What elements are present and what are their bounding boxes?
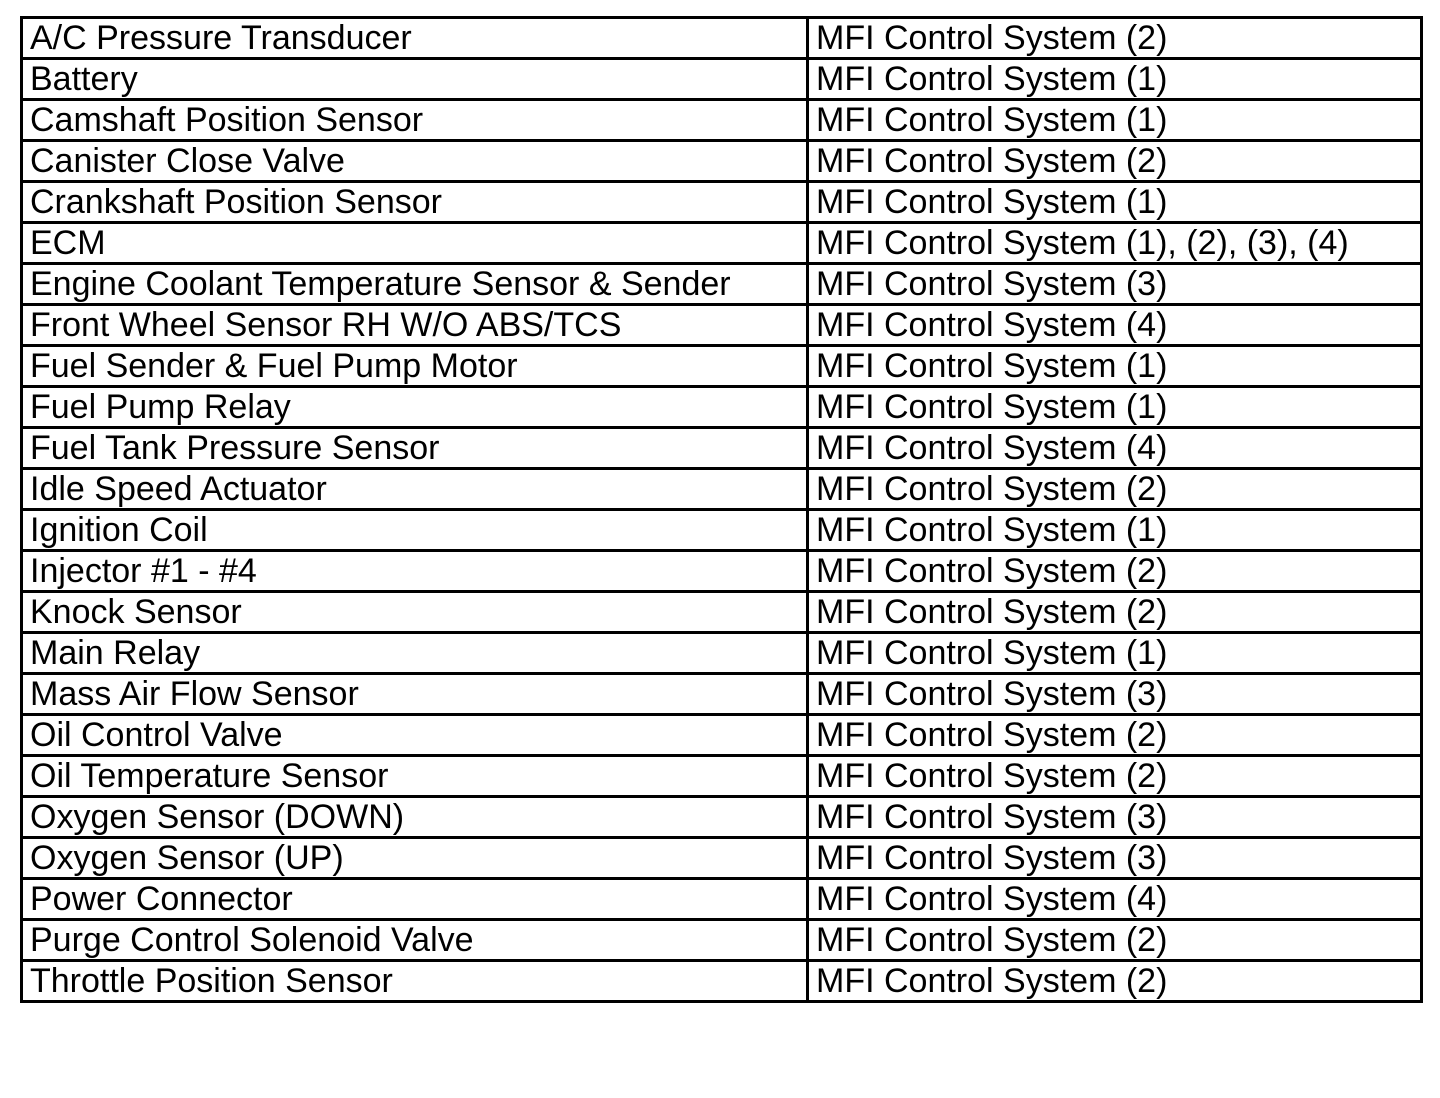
diagram-reference-cell: MFI Control System (1) [808, 182, 1422, 223]
diagram-reference-cell: MFI Control System (2) [808, 920, 1422, 961]
component-name-cell: Ignition Coil [22, 510, 808, 551]
diagram-reference-cell: MFI Control System (3) [808, 797, 1422, 838]
diagram-reference-cell: MFI Control System (1) [808, 346, 1422, 387]
diagram-reference-cell: MFI Control System (4) [808, 428, 1422, 469]
table-row [22, 387, 1422, 428]
component-name-cell: Purge Control Solenoid Valve [22, 920, 808, 961]
table-row [22, 920, 1422, 961]
table-row [22, 59, 1422, 100]
table-row [22, 18, 1422, 59]
diagram-reference-cell: MFI Control System (4) [808, 305, 1422, 346]
diagram-reference-cell: MFI Control System (1) [808, 59, 1422, 100]
table-row [22, 305, 1422, 346]
component-name-cell: Battery [22, 59, 808, 100]
component-name-cell: Main Relay [22, 633, 808, 674]
table-row [22, 510, 1422, 551]
table-row [22, 879, 1422, 920]
table-row [22, 469, 1422, 510]
diagram-reference-cell: MFI Control System (2) [808, 715, 1422, 756]
diagram-reference-cell: MFI Control System (4) [808, 879, 1422, 920]
table-row [22, 428, 1422, 469]
component-name-cell: Engine Coolant Temperature Sensor & Sender [22, 264, 808, 305]
component-name-cell: Throttle Position Sensor [22, 961, 808, 1002]
table-row [22, 264, 1422, 305]
table-row [22, 141, 1422, 182]
table-row [22, 838, 1422, 879]
diagram-reference-cell: MFI Control System (1) [808, 387, 1422, 428]
diagram-reference-cell: MFI Control System (1), (2), (3), (4) [808, 223, 1422, 264]
table-row [22, 551, 1422, 592]
component-name-cell: A/C Pressure Transducer [22, 18, 808, 59]
diagram-reference-cell: MFI Control System (1) [808, 633, 1422, 674]
diagram-reference-cell: MFI Control System (1) [808, 510, 1422, 551]
component-name-cell: Idle Speed Actuator [22, 469, 808, 510]
table-row [22, 674, 1422, 715]
table-row [22, 100, 1422, 141]
diagram-reference-cell: MFI Control System (2) [808, 961, 1422, 1002]
component-name-cell: Injector #1 - #4 [22, 551, 808, 592]
diagram-reference-cell: MFI Control System (3) [808, 838, 1422, 879]
diagram-reference-cell: MFI Control System (1) [808, 100, 1422, 141]
table-row [22, 797, 1422, 838]
component-name-cell: Canister Close Valve [22, 141, 808, 182]
component-name-cell: Oil Control Valve [22, 715, 808, 756]
table-row [22, 592, 1422, 633]
table-row [22, 223, 1422, 264]
component-name-cell: ECM [22, 223, 808, 264]
component-name-cell: Power Connector [22, 879, 808, 920]
component-name-cell: Front Wheel Sensor RH W/O ABS/TCS [22, 305, 808, 346]
table-row [22, 961, 1422, 1002]
component-location-table [20, 16, 1423, 1003]
table-row [22, 633, 1422, 674]
diagram-reference-cell: MFI Control System (3) [808, 674, 1422, 715]
table-row [22, 346, 1422, 387]
component-name-cell: Oil Temperature Sensor [22, 756, 808, 797]
component-name-cell: Oxygen Sensor (UP) [22, 838, 808, 879]
component-name-cell: Knock Sensor [22, 592, 808, 633]
component-name-cell: Crankshaft Position Sensor [22, 182, 808, 223]
diagram-reference-cell: MFI Control System (3) [808, 264, 1422, 305]
diagram-reference-cell: MFI Control System (2) [808, 141, 1422, 182]
diagram-reference-cell: MFI Control System (2) [808, 551, 1422, 592]
component-name-cell: Fuel Pump Relay [22, 387, 808, 428]
diagram-reference-cell: MFI Control System (2) [808, 469, 1422, 510]
diagram-reference-cell: MFI Control System (2) [808, 592, 1422, 633]
table-row [22, 182, 1422, 223]
table-row [22, 715, 1422, 756]
component-name-cell: Mass Air Flow Sensor [22, 674, 808, 715]
component-name-cell: Fuel Tank Pressure Sensor [22, 428, 808, 469]
component-name-cell: Camshaft Position Sensor [22, 100, 808, 141]
component-name-cell: Fuel Sender & Fuel Pump Motor [22, 346, 808, 387]
diagram-reference-cell: MFI Control System (2) [808, 756, 1422, 797]
diagram-reference-cell: MFI Control System (2) [808, 18, 1422, 59]
component-name-cell: Oxygen Sensor (DOWN) [22, 797, 808, 838]
table-row [22, 756, 1422, 797]
